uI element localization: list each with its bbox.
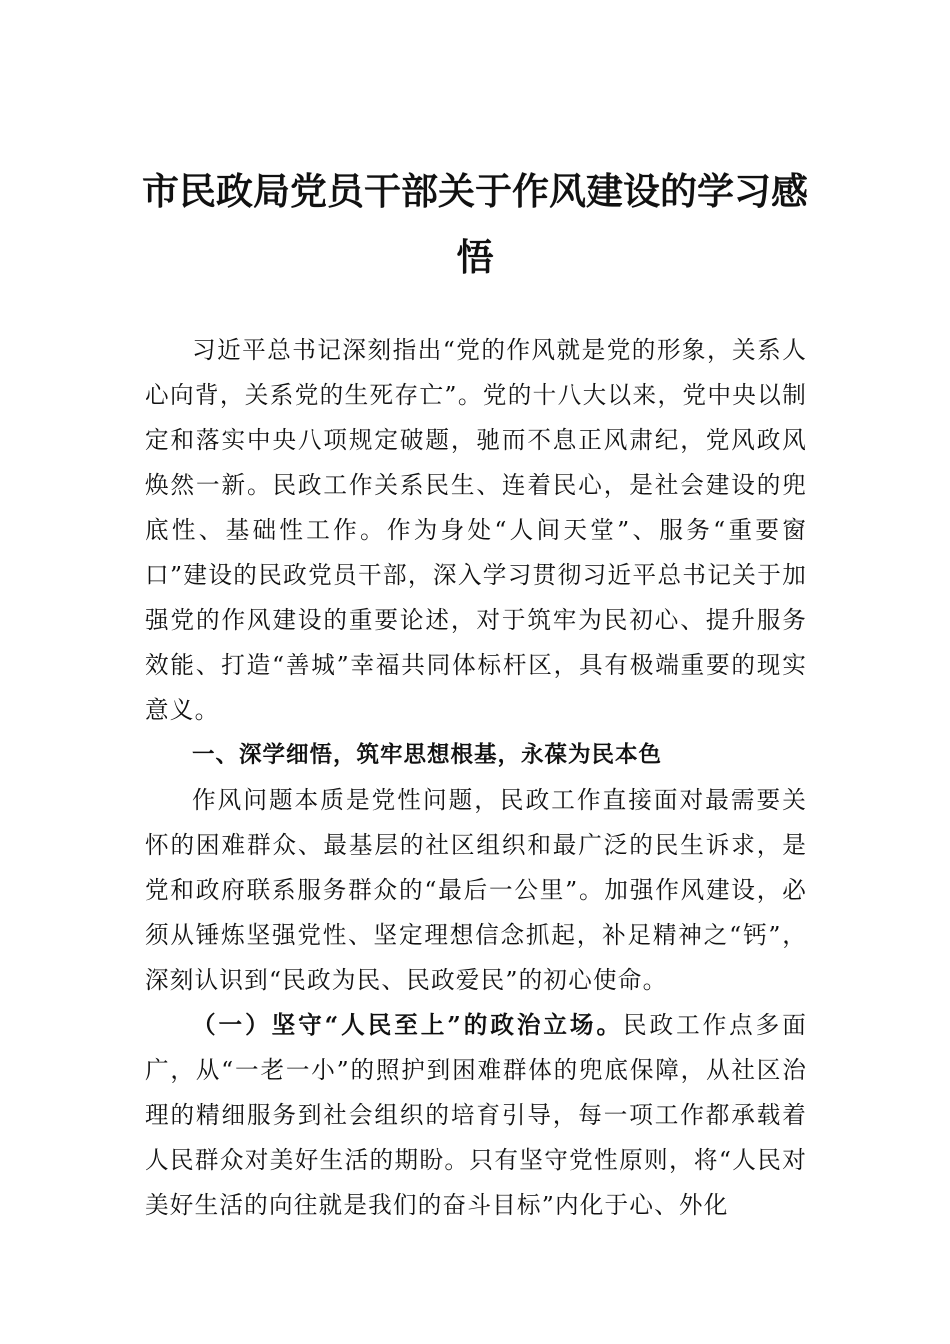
subsection-1-label: （一）坚守“人民至上”的政治立场。 [192, 1011, 624, 1039]
document-title: 市民政局党员干部关于作风建设的学习感悟 [142, 169, 808, 279]
subsection-1-paragraph [145, 1003, 807, 1228]
intro-paragraph: 习近平总书记深刻指出“党的作风就是党的形象，关系人心向背，关系党的生死存亡”。党的十八大以来，党中央以制定和落实中央八项规定破题，驰而不息正风肃纪，党风政风焕然一新。民政工作关系民生、连着民心，是社会建设的兜底性、基础性工作。作为身处“人间天堂”、服务“重要窗口”建设的民政党员干部，深入学习贯彻习近平总书记关于加强党的作风建设的重要论述，对于筑牢为民初心、提升服务效能、打造“善城”幸福共同体标杆区，具有极端重要的现实意义。 [145, 336, 807, 724]
section-1-paragraph: 作风问题本质是党性问题，民政工作直接面对最需要关怀的困难群众、最基层的社区组织和最广泛的民生诉求，是党和政府联系服务群众的“最后一公里”。加强作风建设，必须从锤炼坚强党性、坚定理想信念抓起，补足精神之“钙”，深刻认识到“民政为民、民政爱民”的初心使命。 [145, 786, 807, 994]
document-body [145, 328, 807, 1228]
subsection-1-text: 民政工作点多面广，从“一老一小”的照护到困难群体的兜底保障，从社区治理的精细服务到社会组织的培育引导，每一项工作都承载着人民群众对美好生活的期盼。只有坚守党性原则，将“人民对美好生活的向往就是我们的奋斗目标”内化于心、外化 [145, 1011, 808, 1219]
section-1-heading: 一、深学细悟，筑牢思想根基，永葆为民本色 [192, 742, 663, 768]
